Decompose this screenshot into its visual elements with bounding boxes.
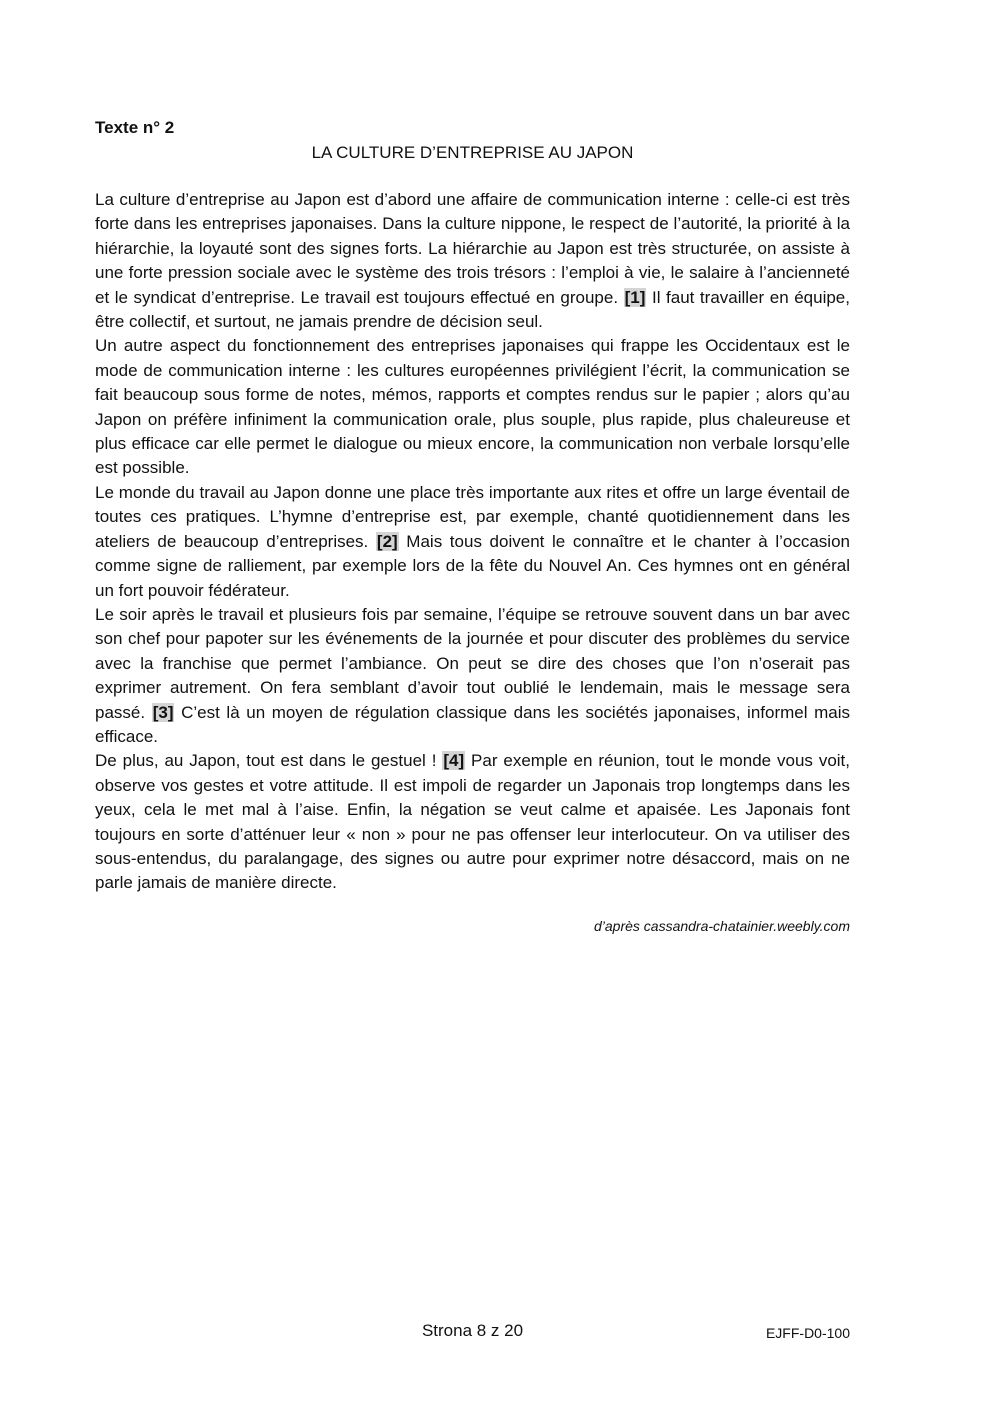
gap-marker-4: [4]: [443, 751, 465, 771]
paragraph-2: [95, 334, 850, 480]
paragraph-text: C’est là un moyen de régulation classique dans les sociétés japonaises, informel mais efficace.: [95, 702, 850, 746]
paragraph-text: Mais tous doivent le connaître et le chanter à l’occasion comme signe de ralliement, par exemple lors de la fête du Nouvel An. Ces hymnes ont en général un fort pouvoir fédérateur.: [95, 531, 850, 600]
paragraph-text: De plus, au Japon, tout est dans le gestuel !: [95, 751, 443, 771]
paragraph-text: Un autre aspect du fonctionnement des entreprises japonaises qui frappe les Occidentaux est le mode de communication interne : les cultures européennes privilégient l’écrit, la communication se fait beaucoup sous forme de notes, mémos, rapports et comptes rendus sur le papier ; alors qu’au Japon on préfère infiniment la communication orale, plus souple, plus rapide, plus chaleureuse et plus efficace car elle permet le dialogue ou mieux encore, la communication non verbale lorsqu’elle est possible.: [95, 336, 850, 478]
paragraph-3: [95, 481, 850, 603]
page-number: Strona 8 z 20: [421, 1321, 524, 1340]
gap-marker-3: [3]: [152, 702, 174, 722]
paragraph-text: Le monde du travail au Japon donne une place très importante aux rites et offre un large éventail de toutes ces pratiques. L’hymne d’entreprise est, par exemple, chanté quotidiennement dans les ateliers de beaucoup d’entreprises.: [95, 482, 850, 551]
source-attribution: d’après cassandra-chatainier.weebly.com: [593, 918, 850, 934]
paragraph-4: [95, 603, 850, 749]
paragraph-text: Le soir après le travail et plusieurs fois par semaine, l’équipe se retrouve souvent dans un bar avec son chef pour papoter sur les événements de la journée et pour discuter des problèmes du service avec la franchise que permet l’ambiance. On peut se dire des choses que l’on n’oserait pas exprimer autrement. On fera semblant d’avoir tout oublié le lendemain, mais le message sera passé.: [95, 604, 850, 722]
document-title: LA CULTURE D’ENTREPRISE AU JAPON: [311, 143, 634, 162]
document-code: EJFF-D0-100: [765, 1325, 850, 1341]
gap-marker-1: [1]: [624, 287, 646, 307]
paragraph-5: [95, 749, 850, 895]
paragraph-text: Par exemple en réunion, tout le monde vous voit, observe vos gestes et votre attitude. Il est impoli de regarder un Japonais trop longtemps dans les yeux, cela le met mal à l’aise. Enfin, la négation se veut calme et apaisée. Les Japonais font toujours en sorte d’atténuer leur « non » pour ne pas offenser leur interlocuteur. On va utiliser des sous-entendus, du paralangage, des signes ou autre pour exprimer notre désaccord, mais on ne parle jamais de manière directe.: [95, 751, 850, 893]
paragraph-text: Il faut travailler en équipe, être collectif, et surtout, ne jamais prendre de décision seul.: [95, 287, 850, 332]
paragraph-text: La culture d’entreprise au Japon est d’abord une affaire de communication interne : celle-ci est très forte dans les entreprises japonaises. Dans la culture nippone, le respect de l’autorité, la priorité à la hiérarchie, la loyauté sont des signes forts. La hiérarchie au Japon est très structurée, on assiste à une forte pression sociale avec le système des trois trésors : l’emploi à vie, le salaire à l’ancienneté et le syndicat d’entreprise. Le travail est toujours effectué en groupe.: [95, 190, 850, 307]
document-body: [95, 188, 850, 896]
paragraph-1: [95, 188, 850, 334]
text-label: Texte n° 2: [95, 118, 175, 137]
gap-marker-2: [2]: [376, 531, 398, 551]
